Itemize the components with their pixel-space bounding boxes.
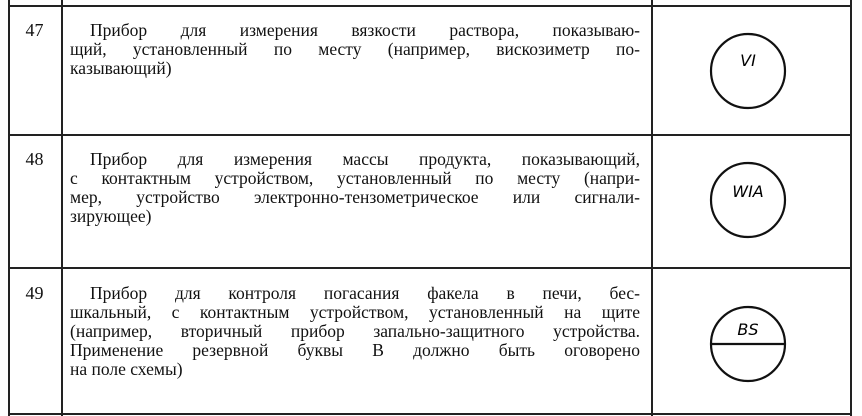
table-row — [0, 267, 862, 413]
row-description — [70, 284, 640, 379]
description-line: казывающий) — [70, 58, 172, 78]
row-divider — [8, 413, 852, 415]
row-description — [70, 150, 640, 226]
description-line: Прибор для контроля погасания факела в печи, бес- — [90, 283, 640, 303]
panel-instrument-circle-icon — [708, 304, 788, 384]
symbol-label: WIA — [732, 182, 764, 201]
description-line: шкальный, с контактным устройством, установленный на щите — [70, 302, 640, 322]
description-line: (например, вторичный прибор запально-защитного устройства. — [70, 321, 640, 341]
description-line: на поле схемы) — [70, 359, 183, 379]
instrument-circle-icon — [708, 160, 788, 240]
description-line: с контактным устройством, установленный по месту (напри- — [70, 168, 640, 188]
description-line: Прибор для измерения массы продукта, показывающий, — [90, 149, 640, 169]
symbol-label: VI — [740, 51, 756, 70]
instrument-circle-icon — [708, 31, 788, 111]
row-number: 48 — [25, 149, 44, 169]
description-line: зирующее) — [70, 206, 152, 226]
row-number: 49 — [25, 283, 44, 303]
description-line: щий, установленный по месту (например, вискозиметр по- — [70, 39, 640, 59]
instrument-symbol — [708, 160, 788, 240]
description-line: мер, устройство электронно-тензометрическое или сигнали- — [70, 187, 640, 207]
description-line: Применение резервной буквы B должно быть оговорено — [70, 340, 640, 360]
table-row — [0, 5, 862, 134]
row-number: 47 — [25, 20, 44, 40]
instrument-symbol — [708, 304, 788, 384]
table-row — [0, 134, 862, 267]
symbol-label: BS — [737, 320, 759, 339]
row-description — [70, 21, 640, 78]
instrument-symbol — [708, 31, 788, 111]
description-line: Прибор для измерения вязкости раствора, показываю- — [90, 20, 640, 40]
